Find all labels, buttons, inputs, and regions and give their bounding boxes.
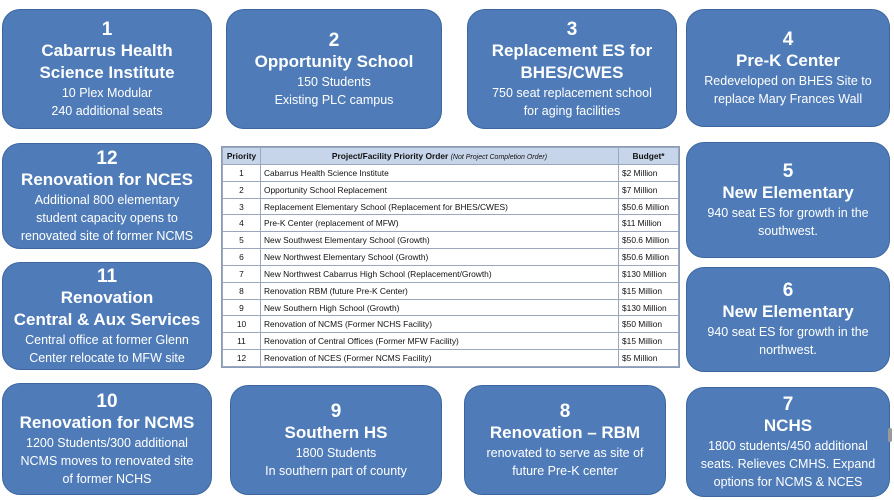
card-number: 5 [782,160,794,182]
card-description: 940 seat ES for growth in the [707,205,869,220]
card-description: Existing PLC campus [274,92,394,107]
card-description: NCMS moves to renovated site [20,453,194,468]
priority-cell: 6 [223,249,261,266]
card-description: 750 seat replacement school [492,85,652,100]
priority-cell: 8 [223,282,261,299]
card-description: 1800 students/450 additional [708,438,868,453]
budget-cell: $130 Million [619,265,679,282]
budget-cell: $50.6 Million [619,249,679,266]
card-title: New Elementary [722,182,854,202]
budget-cell: $50.6 Million [619,198,679,215]
budget-cell: $130 Million [619,299,679,316]
card-number: 6 [782,280,794,301]
card-title: Renovation for NCES [21,169,193,189]
table-row [223,232,679,249]
card-description: 1200 Students/300 additional [26,435,188,450]
card-description: 150 Students [297,74,371,89]
project-header-note: (Not Project Completion Order) [450,154,548,161]
project-cell: Renovation RBM (future Pre-K Center) [261,282,619,299]
card-description: replace Mary Frances Wall [713,91,863,106]
card-description: future Pre-K center [512,463,618,478]
card-description: northwest. [759,343,817,357]
table-row [223,265,679,282]
card-number: 8 [559,400,571,422]
project-header [261,148,619,165]
project-card-8 [464,385,666,495]
priority-cell: 4 [223,215,261,232]
table-row [223,198,679,215]
card-description: Additional 800 elementary [34,192,180,207]
project-cell: New Southwest Elementary School (Growth) [261,232,619,249]
table-row [223,316,679,333]
table-row [223,299,679,316]
card-number: 10 [96,390,118,412]
card-title: Southern HS [284,422,388,442]
card-description: renovated site of former NCMS [20,228,194,243]
card-description: of former NCHS [62,471,152,486]
budget-cell: $11 Million [619,215,679,232]
project-cell: New Southern High School (Growth) [261,299,619,316]
card-number: 11 [96,265,118,287]
project-cell: Renovation of Central Offices (Former MFW Facility) [261,333,619,350]
budget-cell: $50 Million [619,316,679,333]
card-description: 10 Plex Modular [61,85,153,100]
budget-cell: $5 Million [619,350,679,367]
priority-cell: 11 [223,333,261,350]
card-description: student capacity opens to [36,210,178,225]
priority-cell: 5 [223,232,261,249]
project-cell: Renovation of NCES (Former NCMS Facility) [261,350,619,367]
card-title: Renovation for NCMS [19,412,195,432]
project-card-1 [2,9,212,129]
project-card-11 [2,262,212,370]
table-row [223,333,679,350]
table-row [223,282,679,299]
card-title: Cabarrus Health [41,40,173,60]
card-description: In southern part of county [265,463,407,478]
priority-cell: 1 [223,165,261,182]
table-row [223,165,679,182]
card-title: Renovation [60,287,154,307]
card-title: NCHS [763,415,813,435]
budget-cell: $2 Million [619,165,679,182]
card-description: Central office at former Glenn [25,332,189,347]
table-row [223,181,679,198]
card-description: 1800 Students [295,445,377,460]
project-card-2 [226,9,442,129]
project-cell: Cabarrus Health Science Institute [261,165,619,182]
priority-cell: 10 [223,316,261,333]
budget-cell: $7 Million [619,181,679,198]
budget-cell: $50.6 Million [619,232,679,249]
project-cell: New Northwest Cabarrus High School (Replacement/Growth) [261,265,619,282]
card-description: renovated to serve as site of [486,445,644,460]
card-title: Replacement ES for [491,40,653,60]
card-description: 940 seat ES for growth in the [707,325,869,339]
card-title: Opportunity School [254,51,414,71]
priority-cell: 12 [223,350,261,367]
card-number: 2 [328,29,340,51]
card-description: options for NCMS & NCES [713,474,863,489]
card-number: 9 [330,400,342,422]
project-cell: Opportunity School Replacement [261,181,619,198]
project-card-9 [230,385,442,495]
card-description: seats. Relieves CMHS. Expand [700,456,876,471]
card-description: Center relocate to MFW site [29,350,185,365]
table-header-row [223,148,679,165]
project-card-5 [686,142,890,258]
project-cell: New Northwest Elementary School (Growth) [261,249,619,266]
budget-cell: $15 Million [619,282,679,299]
scrollbar-thumb[interactable] [888,428,892,442]
budget-header: Budget* [619,148,679,165]
project-card-12 [2,143,212,249]
card-title: New Elementary [722,302,854,321]
card-number: 4 [782,28,794,50]
project-card-3 [467,9,677,129]
card-title: Science Institute [39,62,175,82]
table-row [223,249,679,266]
card-title: Central & Aux Services [13,309,201,329]
project-cell: Replacement Elementary School (Replacement for BHES/CWES) [261,198,619,215]
card-number: 12 [96,147,118,169]
card-number: 1 [101,18,113,40]
card-description: southwest. [758,223,818,238]
project-cell: Pre-K Center (replacement of MFW) [261,215,619,232]
card-description: Redeveloped on BHES Site to [704,73,872,88]
table-body [223,165,679,367]
budget-cell: $15 Million [619,333,679,350]
priority-header: Priority [223,148,261,165]
card-title: Renovation – RBM [489,422,641,442]
card-number: 7 [782,393,794,415]
priority-cell: 3 [223,198,261,215]
project-cell: Renovation of NCMS (Former NCHS Facility) [261,316,619,333]
project-card-6 [686,267,890,372]
card-title: BHES/CWES [520,62,624,82]
project-header-label: Project/Facility Priority Order [331,151,449,161]
priority-cell: 2 [223,181,261,198]
priority-cell: 9 [223,299,261,316]
priority-cell: 7 [223,265,261,282]
project-card-7 [686,387,890,497]
priority-table [221,146,680,368]
project-card-4 [686,9,890,127]
card-description: 240 additional seats [51,103,163,118]
table-row [223,215,679,232]
card-title: Pre-K Center [736,50,840,70]
project-card-10 [2,383,212,495]
card-number: 3 [566,18,578,40]
table-row [223,350,679,367]
card-description: for aging facilities [523,103,621,118]
